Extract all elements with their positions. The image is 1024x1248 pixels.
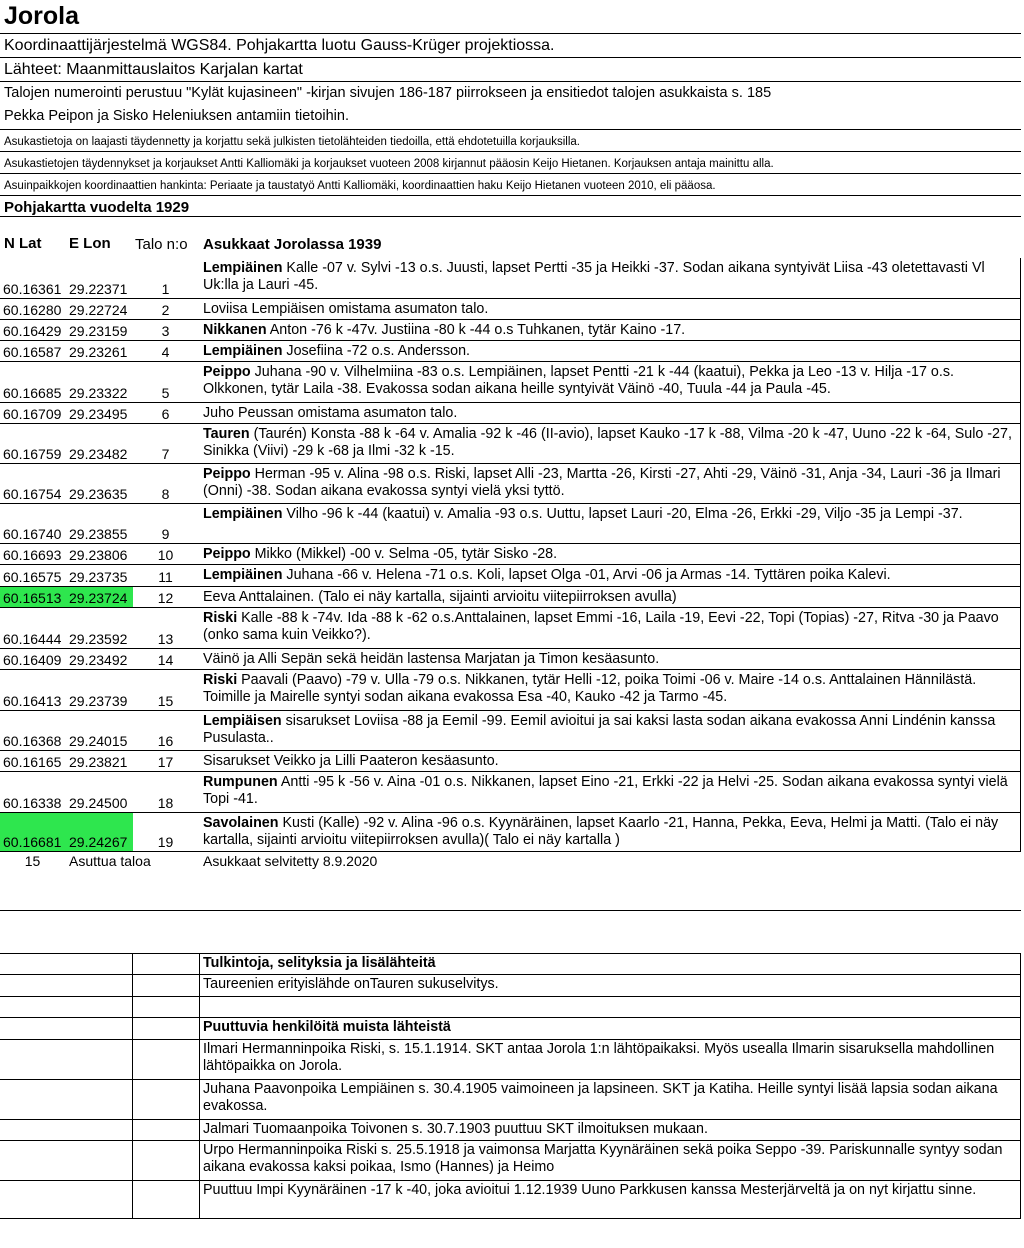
column-divider	[199, 1080, 200, 1120]
divider	[0, 195, 1021, 196]
latitude-cell: 60.16409	[3, 652, 62, 668]
column-divider	[1020, 1040, 1021, 1080]
residents-text: Juho Peussan omistama asumaton talo.	[203, 405, 458, 421]
longitude-cell: 29.23261	[69, 344, 128, 360]
house-number-cell: 12	[157, 590, 174, 606]
column-divider	[1020, 997, 1021, 1018]
longitude-cell: 29.23492	[69, 652, 128, 668]
header-note-1: Asukastietoja on laajasti täydennetty ja korjattu sekä julkisten tietolähteiden tiedoilla, että ehdotetuilla korjauksilla.	[4, 136, 580, 148]
table-row	[0, 813, 1021, 852]
table-row	[0, 403, 1021, 424]
header-coordinate-system: Koordinaattijärjestelmä WGS84. Pohjakartta luotu Gauss-Krüger projektiossa.	[4, 37, 555, 54]
column-divider	[1020, 813, 1021, 851]
divider	[0, 129, 1021, 130]
longitude-cell: 29.23806	[69, 547, 128, 563]
longitude-cell: 29.23855	[69, 526, 128, 542]
house-number-cell: 1	[161, 281, 170, 297]
column-divider	[1020, 403, 1021, 423]
house-number-cell: 3	[161, 323, 170, 339]
latitude-cell: 60.16513	[3, 590, 62, 606]
residents-text: sisarukset Loviisa -88 ja Eemil -99. Eemil avioitui ja sai kaksi lasta sodan aikana evakossa Anni Lindénin kanssa Pusulasta..	[203, 713, 996, 746]
column-divider	[1020, 341, 1021, 361]
column-divider	[1020, 362, 1021, 402]
table-row	[0, 751, 1021, 772]
column-header-residents: Asukkaat Jorolassa 1939	[203, 236, 382, 253]
summary-label: Asuttua taloa	[69, 853, 151, 869]
notes-row	[0, 1040, 1021, 1080]
residents-cell	[203, 567, 1019, 584]
house-number-cell: 6	[161, 406, 170, 422]
column-divider	[1020, 258, 1021, 298]
family-name: Savolainen	[203, 815, 279, 831]
longitude-cell: 29.23735	[69, 569, 128, 585]
latitude-cell: 60.16587	[3, 344, 62, 360]
latitude-cell: 60.16429	[3, 323, 62, 339]
residents-cell	[203, 651, 1019, 668]
column-divider	[1020, 670, 1021, 710]
table-row	[0, 544, 1021, 565]
column-divider	[132, 1040, 133, 1080]
table-row	[0, 711, 1021, 751]
residents-cell	[203, 466, 1019, 500]
house-number-cell: 18	[157, 795, 174, 811]
column-divider	[199, 954, 200, 975]
latitude-cell: 60.16740	[3, 526, 62, 542]
table-row	[0, 565, 1021, 587]
residents-cell	[203, 301, 1019, 318]
column-divider	[1020, 299, 1021, 319]
residents-cell	[203, 364, 1019, 398]
residents-cell	[203, 343, 1019, 360]
basemap-label: Pohjakartta vuodelta 1929	[4, 199, 190, 216]
latitude-cell: 60.16338	[3, 795, 62, 811]
latitude-cell: 60.16685	[3, 385, 62, 401]
notes-row	[0, 975, 1021, 997]
residents-text: Vilho -96 k -44 (kaatui) v. Amalia -93 o.s. Uuttu, lapset Lauri -20, Elma -26, Erkki -29, Viljo -35 ja Lempi -37.	[282, 506, 963, 522]
residents-text: (Taurén) Konsta -88 k -64 v. Amalia -92 k -46 (II-avio), lapset Kauko -17 k -88, Vilma -20 k -47, Uuno -22 k -64, Sulo -27, Sinikka (Viivi) -29 k -68 ja Ilmi -32 k -15.	[203, 426, 1012, 459]
residents-text: Kalle -07 v. Sylvi -13 o.s. Juusti, lapset Pertti -35 ja Heikki -37. Sodan aikana syntyivät Liisa -43 oletettavasti Vl Uk:lla ja Lauri -45.	[203, 260, 985, 293]
divider	[0, 33, 1021, 34]
residents-cell	[203, 405, 1019, 422]
residents-cell	[203, 753, 1019, 770]
longitude-cell: 29.23635	[69, 486, 128, 502]
notes-row	[0, 1141, 1021, 1181]
house-number-cell: 8	[161, 486, 170, 502]
column-divider	[1020, 1120, 1021, 1141]
column-divider	[132, 1018, 133, 1040]
notes-row	[0, 1120, 1021, 1141]
table-row	[0, 608, 1021, 649]
residents-text: Loviisa Lempiäisen omistama asumaton talo.	[203, 301, 489, 317]
table-row	[0, 464, 1021, 504]
notes-text: Juhana Paavonpoika Lempiäinen s. 30.4.1905 vaimoineen ja lapsineen. SKT ja Katiha. Heille syntyi lisää lapsia sodan aikana evakossa.	[203, 1081, 998, 1114]
residents-text: Sisarukset Veikko ja Lilli Paateron kesäasunto.	[203, 753, 499, 769]
column-divider	[1020, 649, 1021, 669]
house-number-cell: 13	[157, 631, 174, 647]
family-name: Rumpunen	[203, 774, 278, 790]
column-divider	[1020, 504, 1021, 543]
longitude-cell: 29.22724	[69, 302, 128, 318]
house-number-cell: 10	[157, 547, 174, 563]
table-row	[0, 320, 1021, 341]
residents-cell	[203, 260, 1019, 294]
column-divider	[199, 1181, 200, 1219]
residents-cell	[203, 322, 1019, 339]
longitude-cell: 29.23821	[69, 754, 128, 770]
column-divider	[1020, 772, 1021, 812]
table-row	[0, 341, 1021, 362]
column-divider	[1020, 1018, 1021, 1040]
latitude-cell: 60.16165	[3, 754, 62, 770]
house-number-cell: 2	[161, 302, 170, 318]
notes-row	[0, 1080, 1021, 1120]
residents-cell	[203, 713, 1019, 747]
table-row	[0, 772, 1021, 813]
divider	[0, 173, 1021, 174]
page-title: Jorola	[4, 2, 80, 30]
residents-cell	[203, 546, 1019, 563]
residents-cell	[203, 672, 1019, 706]
latitude-cell: 60.16709	[3, 406, 62, 422]
longitude-cell: 29.23592	[69, 631, 128, 647]
house-number-cell: 4	[161, 344, 170, 360]
divider	[0, 151, 1021, 152]
header-note-3: Asuinpaikkojen koordinaattien hankinta: Periaate ja taustatyö Antti Kalliomäki, koordinaattien haku Keijo Hietanen vuoteen 2010, eli pääosa.	[4, 180, 716, 192]
table-row	[0, 587, 1021, 608]
residents-text: Juhana -90 v. Vilhelmiina -83 o.s. Lempiäinen, lapset Pentti -21 k -44 (kaatui), Pekka ja Leo -13 v. Hilja -17 o.s. Olkkonen, tytär Laila -38. Evakossa sodan aikana heille syntyivät Väinö -40, Tuula -44 ja Paula -45.	[203, 364, 954, 397]
column-header-house-no: Talo n:o	[135, 236, 188, 253]
family-name: Nikkanen	[203, 322, 267, 338]
notes-row	[0, 1181, 1021, 1219]
house-number-cell: 15	[157, 693, 174, 709]
residents-cell	[203, 506, 1019, 523]
longitude-cell: 29.24267	[69, 834, 128, 850]
notes-row	[0, 954, 1021, 975]
table-row	[0, 299, 1021, 320]
residents-text: Kalle -88 k -74v. Ida -88 k -62 o.s.Anttalainen, lapset Emmi -16, Laila -19, Eevi -22, Topi (Topias) -27, Ritva -30 ja Paavo (onko sama kuin Veikko?).	[203, 610, 999, 643]
table-row	[0, 424, 1021, 464]
column-divider	[199, 1141, 200, 1181]
column-divider	[1020, 751, 1021, 771]
column-divider	[132, 1080, 133, 1120]
column-divider	[1020, 1080, 1021, 1120]
divider	[0, 910, 1021, 911]
column-divider	[132, 975, 133, 997]
house-number-cell: 7	[161, 446, 170, 462]
table-row	[0, 362, 1021, 403]
column-header-lon: E Lon	[69, 235, 111, 252]
residents-text: Juhana -66 v. Helena -71 o.s. Koli, lapset Olga -01, Arvi -06 ja Armas -14. Tyttären poika Kalevi.	[282, 567, 891, 583]
family-name: Peippo	[203, 546, 251, 562]
family-name: Lempiäinen	[203, 343, 283, 359]
column-divider	[132, 1141, 133, 1181]
residents-text: Mikko (Mikkel) -00 v. Selma -05, tytär Sisko -28.	[250, 546, 558, 562]
column-divider	[199, 997, 200, 1018]
table-row	[0, 649, 1021, 670]
residents-text: Eeva Anttalainen. (Talo ei näy kartalla, sijainti arvioitu viitepiirroksen avulla)	[203, 589, 677, 605]
family-name: Lempiäinen	[203, 260, 283, 276]
table-row	[0, 670, 1021, 711]
house-number-cell: 5	[161, 385, 170, 401]
notes-row	[0, 1018, 1021, 1040]
longitude-cell: 29.23159	[69, 323, 128, 339]
latitude-cell: 60.16759	[3, 446, 62, 462]
notes-heading: Puuttuvia henkilöitä muista lähteistä	[203, 1019, 451, 1035]
house-number-cell: 9	[161, 526, 170, 542]
residents-cell	[203, 774, 1019, 808]
longitude-cell: 29.23322	[69, 385, 128, 401]
family-name: Lempiäisen	[203, 713, 282, 729]
latitude-cell: 60.16444	[3, 631, 62, 647]
longitude-cell: 29.22371	[69, 281, 128, 297]
summary-resolved-date: Asukkaat selvitetty 8.9.2020	[203, 853, 378, 869]
residents-cell	[203, 610, 1019, 644]
divider	[0, 57, 1021, 58]
column-divider	[132, 1181, 133, 1219]
latitude-cell: 60.16368	[3, 733, 62, 749]
house-number-cell: 16	[157, 733, 174, 749]
column-divider	[1020, 975, 1021, 997]
family-name: Tauren	[203, 426, 250, 442]
family-name: Riski	[203, 672, 238, 688]
residents-cell	[203, 426, 1019, 460]
residents-text: Anton -76 k -47v. Justiina -80 k -44 o.s Tuhkanen, tytär Kaino -17.	[266, 322, 686, 338]
residents-cell	[203, 815, 1019, 849]
header-informants: Pekka Peipon ja Sisko Heleniuksen antamiin tietoihin.	[4, 108, 349, 124]
header-numbering: Talojen numerointi perustuu "Kylät kujasineen" -kirjan sivujen 186-187 piirrokseen ja ensitiedot talojen asukkaista s. 185	[4, 85, 772, 101]
residents-text: Väinö ja Alli Sepän sekä heidän lastensa Marjatan ja Timon kesäasunto.	[203, 651, 660, 667]
notes-heading: Tulkintoja, selityksia ja lisälähteitä	[203, 955, 436, 971]
column-divider	[1020, 587, 1021, 607]
column-divider	[1020, 711, 1021, 750]
latitude-cell: 60.16280	[3, 302, 62, 318]
column-divider	[199, 1120, 200, 1141]
summary-count: 15	[24, 853, 41, 869]
column-divider	[199, 1018, 200, 1040]
notes-text: Puuttuu Impi Kyynäräinen -17 k -40, joka avioitui 1.12.1939 Uuno Parkkusen kanssa Mesterjärveltä ja on nyt kirjattu sinne.	[203, 1182, 977, 1198]
family-name: Peippo	[203, 466, 251, 482]
column-divider	[1020, 954, 1021, 975]
family-name: Lempiäinen	[203, 506, 283, 522]
column-divider	[1020, 464, 1021, 503]
residents-text: Kusti (Kalle) -92 v. Alina -96 o.s. Kyynäräinen, lapset Kaarlo -21, Hanna, Pekka, Eeva, Helmi ja Matti. (Talo ei näy kartalla, sijainti arvioitu viitepiirroksen avulla)( Talo ei näy kartalla )	[203, 815, 999, 848]
longitude-cell: 29.23482	[69, 446, 128, 462]
longitude-cell: 29.23739	[69, 693, 128, 709]
header-note-2: Asukastietojen täydennykset ja korjaukset Antti Kalliomäki ja korjaukset vuoteen 2008 kirjannut pääosin Keijo Hietanen. Korjauksen antaja mainittu alla.	[4, 158, 774, 170]
latitude-cell: 60.16575	[3, 569, 62, 585]
residents-text: Antti -95 k -56 v. Aina -01 o.s. Nikkanen, lapset Eino -21, Erkki -22 ja Helvi -25. Sodan aikana evakossa syntyi vielä Topi -41.	[203, 774, 1008, 807]
column-divider	[1020, 320, 1021, 340]
family-name: Lempiäinen	[203, 567, 283, 583]
residents-cell	[203, 589, 1019, 606]
house-number-cell: 14	[157, 652, 174, 668]
longitude-cell: 29.24015	[69, 733, 128, 749]
family-name: Peippo	[203, 364, 251, 380]
column-divider	[199, 975, 200, 997]
column-divider	[1020, 608, 1021, 648]
notes-text: Ilmari Hermanninpoika Riski, s. 15.1.1914. SKT antaa Jorola 1:n lähtöpaikaksi. Myös usealla Ilmarin sisaruksella mahdollinen lähtöpaikka on Jorola.	[203, 1041, 995, 1074]
column-divider	[132, 997, 133, 1018]
residents-text: Josefiina -72 o.s. Andersson.	[282, 343, 471, 359]
notes-text: Jalmari Tuomaanpoika Toivonen s. 30.7.1903 puuttuu SKT ilmoituksen mukaan.	[203, 1121, 708, 1137]
column-divider	[1020, 1181, 1021, 1219]
column-divider	[132, 954, 133, 975]
column-header-lat: N Lat	[4, 235, 42, 252]
header-sources: Lähteet: Maanmittauslaitos Karjalan kartat	[4, 61, 303, 78]
longitude-cell: 29.24500	[69, 795, 128, 811]
latitude-cell: 60.16693	[3, 547, 62, 563]
residents-text: Paavali (Paavo) -79 v. Ulla -79 o.s. Nikkanen, tytär Helli -12, poika Toimi -06 v. Maire -14 o.s. Anttalainen Hännilästä. Toimille ja Mairelle syntyi sodan aikana evakossa Esa -40, Kauko -42 ja Tarmo -45.	[203, 672, 977, 705]
house-number-cell: 11	[158, 569, 173, 585]
longitude-cell: 29.23724	[69, 590, 128, 606]
latitude-cell: 60.16361	[3, 281, 62, 297]
notes-text: Taureenien erityislähde onTauren sukuselvitys.	[203, 976, 499, 992]
divider	[0, 81, 1021, 82]
latitude-cell: 60.16681	[3, 834, 62, 850]
table-row	[0, 504, 1021, 544]
longitude-cell: 29.23495	[69, 406, 128, 422]
column-divider	[132, 1120, 133, 1141]
latitude-cell: 60.16754	[3, 486, 62, 502]
divider	[0, 216, 1021, 217]
notes-text: Urpo Hermanninpoika Riski s. 25.5.1918 ja vaimonsa Marjatta Kyynäräinen sekä poika Seppo -39. Pariskunnalle syntyy sodan aikana evakossa kaksi poikaa, Ismo (Hannes) ja Heimo	[203, 1142, 1003, 1175]
latitude-cell: 60.16413	[3, 693, 62, 709]
column-divider	[199, 1040, 200, 1080]
column-divider	[1020, 544, 1021, 564]
table-row	[0, 258, 1021, 299]
residents-text: Herman -95 v. Alina -98 o.s. Riski, lapset Alli -23, Martta -26, Kirsti -27, Ahti -29, Väinö -31, Anja -34, Lauri -36 ja Ilmari (Onni) -38. Sodan aikana evakossa syntyi vielä yksi tyttö.	[203, 466, 1001, 499]
column-divider	[1020, 565, 1021, 586]
column-divider	[1020, 1141, 1021, 1181]
house-number-cell: 17	[157, 754, 174, 770]
house-number-cell: 19	[157, 834, 174, 850]
notes-row	[0, 997, 1021, 1018]
family-name: Riski	[203, 610, 238, 626]
column-divider	[1020, 424, 1021, 463]
